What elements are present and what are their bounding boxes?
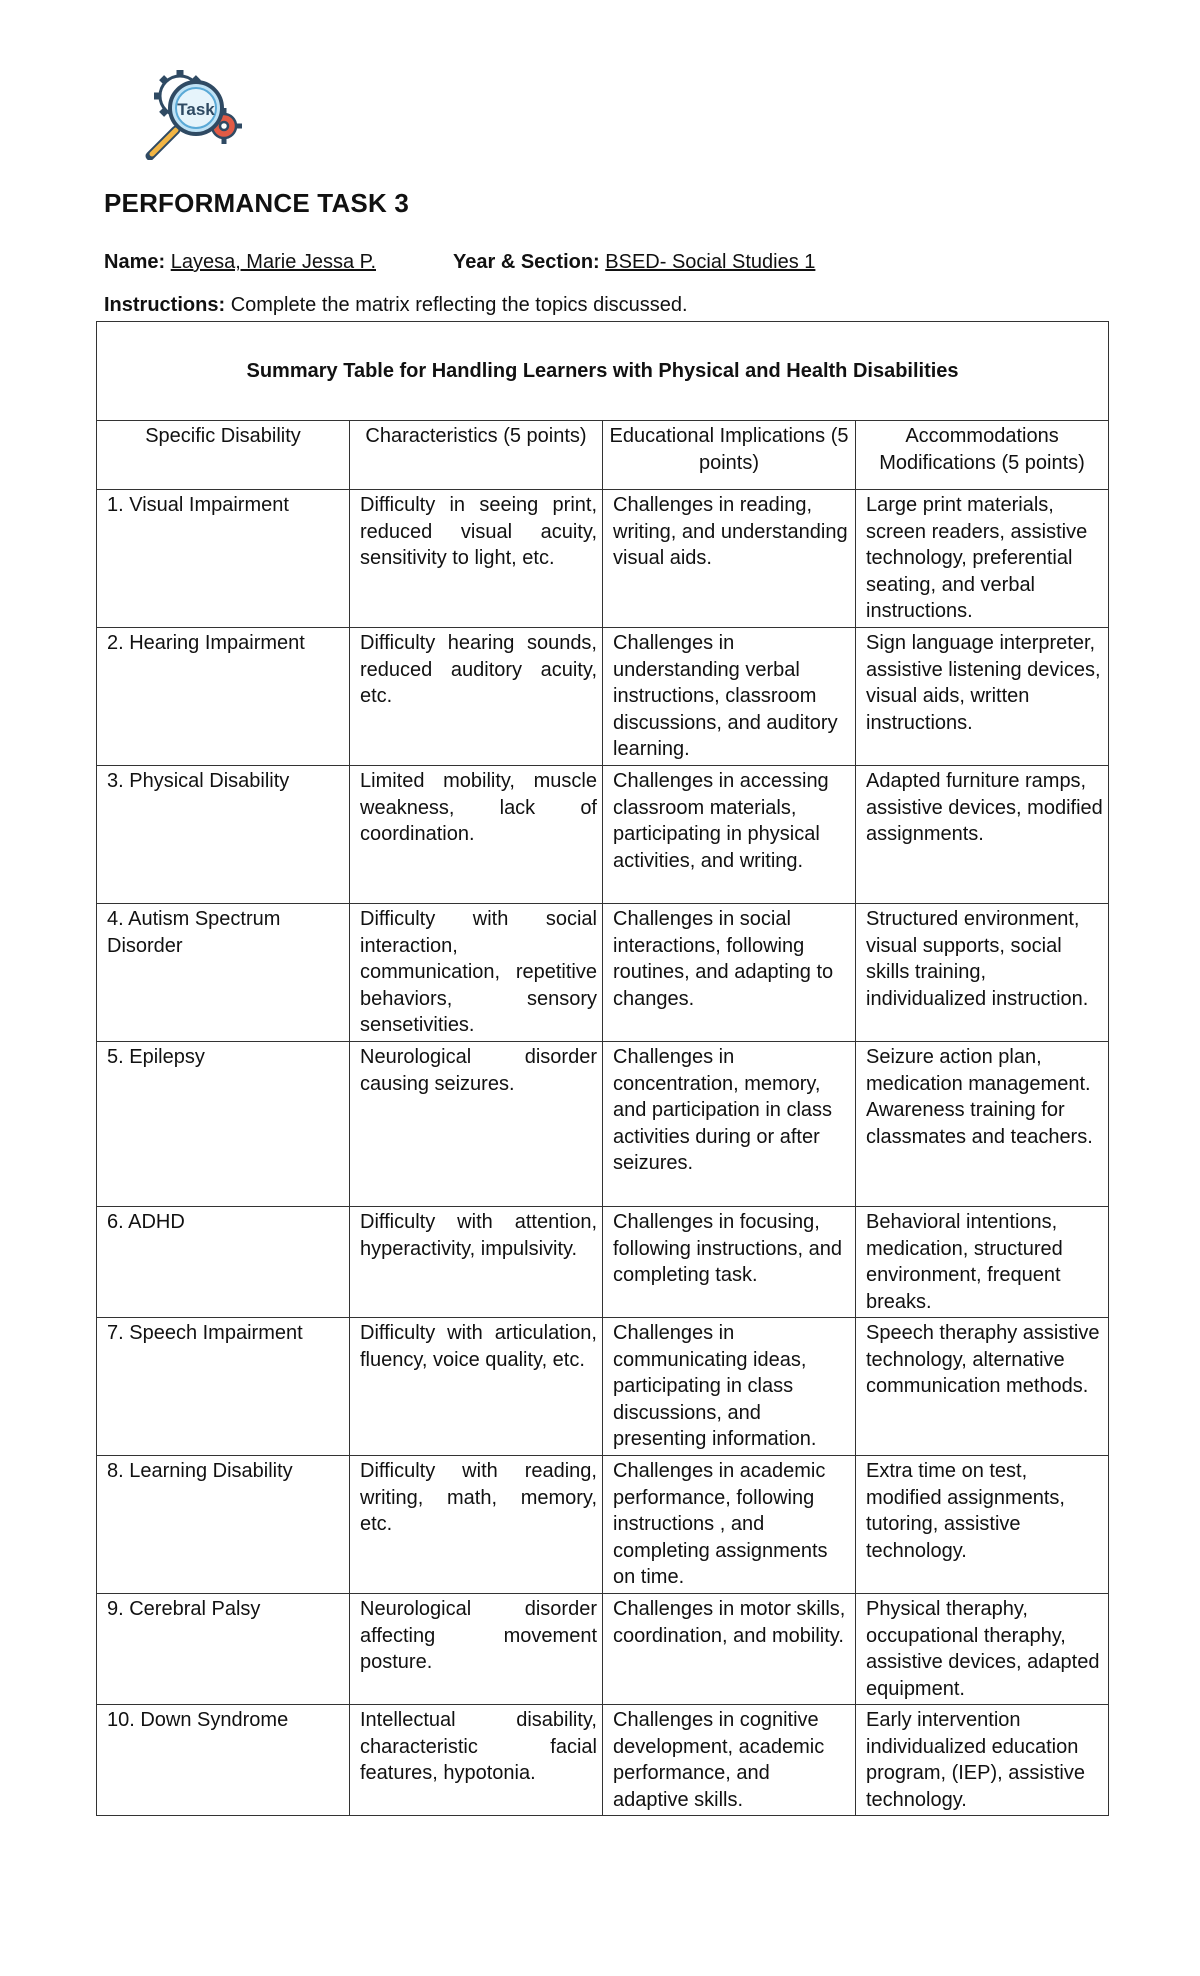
characteristics-cell: Neurological disorder causing seizures. (350, 1042, 603, 1207)
svg-text:Task: Task (177, 100, 215, 119)
table-row (97, 1042, 1109, 1207)
header-specific-disability: Specific Disability (97, 421, 350, 490)
summary-table (96, 321, 1109, 1816)
accommodations-cell: Extra time on test, modified assignments, tutoring, assistive technology. (856, 1456, 1109, 1594)
disability-cell: 4. Autism Spectrum Disorder (97, 904, 350, 1042)
section-value: BSED- Social Studies 1 (605, 251, 816, 273)
implications-cell: Challenges in cognitive development, academic performance, and adaptive skills. (603, 1705, 856, 1816)
table-row (97, 1207, 1109, 1318)
disability-cell: 2. Hearing Impairment (97, 628, 350, 766)
implications-cell: Challenges in communicating ideas, participating in class discussions, and presenting information. (603, 1318, 856, 1456)
accommodations-cell: Speech theraphy assistive technology, alternative communication methods. (856, 1318, 1109, 1456)
name-value: Layesa, Marie Jessa P. (170, 251, 376, 273)
implications-cell: Challenges in reading, writing, and understanding visual aids. (603, 490, 856, 628)
table-row (97, 1594, 1109, 1705)
table-row (97, 1318, 1109, 1456)
implications-cell: Challenges in concentration, memory, and participation in class activities during or after seizures. (603, 1042, 856, 1207)
table-row (97, 1456, 1109, 1594)
section-label: Year & Section: (453, 251, 600, 273)
task-magnifier-gears-icon (138, 64, 260, 160)
characteristics-cell: Limited mobility, muscle weakness, lack of coordination. (350, 766, 603, 904)
disability-cell: 1. Visual Impairment (97, 490, 350, 628)
implications-cell: Challenges in social interactions, following routines, and adapting to changes. (603, 904, 856, 1042)
implications-cell: Challenges in motor skills, coordination, and mobility. (603, 1594, 856, 1705)
characteristics-cell: Neurological disorder affecting movement posture. (350, 1594, 603, 1705)
characteristics-cell: Difficulty with articulation, fluency, voice quality, etc. (350, 1318, 603, 1456)
disability-cell: 3. Physical Disability (97, 766, 350, 904)
accommodations-cell: Seizure action plan, medication management. Awareness training for classmates and teachers. (856, 1042, 1109, 1207)
instructions (104, 294, 688, 317)
characteristics-cell: Intellectual disability, characteristic facial features, hypotonia. (350, 1705, 603, 1816)
name-label: Name: (104, 251, 166, 273)
implications-cell: Challenges in focusing, following instructions, and completing task. (603, 1207, 856, 1318)
table-row (97, 766, 1109, 904)
accommodations-cell: Adapted furniture ramps, assistive devices, modified assignments. (856, 766, 1109, 904)
task-logo (138, 64, 260, 160)
characteristics-cell: Difficulty with reading, writing, math, memory, etc. (350, 1456, 603, 1594)
characteristics-cell: Difficulty in seeing print, reduced visual acuity, sensitivity to light, etc. (350, 490, 603, 628)
implications-cell: Challenges in academic performance, following instructions , and completing assignments on time. (603, 1456, 856, 1594)
table-row (97, 490, 1109, 628)
instructions-label: Instructions: (104, 294, 226, 316)
disability-cell: 5. Epilepsy (97, 1042, 350, 1207)
implications-cell: Challenges in accessing classroom materials, participating in physical activities, and writing. (603, 766, 856, 904)
disability-cell: 8. Learning Disability (97, 1456, 350, 1594)
table-caption: Summary Table for Handling Learners with Physical and Health Disabilities (97, 322, 1109, 421)
header-educational-implications: Educational Implications (5 points) (603, 421, 856, 490)
header-accommodations: Accommodations Modifications (5 points) (856, 421, 1109, 490)
disability-cell: 6. ADHD (97, 1207, 350, 1318)
page-title: PERFORMANCE TASK 3 (104, 188, 410, 218)
disability-cell: 7. Speech Impairment (97, 1318, 350, 1456)
accommodations-cell: Early intervention individualized education program, (IEP), assistive technology. (856, 1705, 1109, 1816)
student-info (104, 251, 816, 274)
accommodations-cell: Structured environment, visual supports, social skills training, individualized instruction. (856, 904, 1109, 1042)
implications-cell: Challenges in understanding verbal instructions, classroom discussions, and auditory learning. (603, 628, 856, 766)
accommodations-cell: Physical theraphy, occupational theraphy, assistive devices, adapted equipment. (856, 1594, 1109, 1705)
section-group (453, 251, 815, 274)
table-row (97, 1705, 1109, 1816)
disability-cell: 9. Cerebral Palsy (97, 1594, 350, 1705)
characteristics-cell: Difficulty with social interaction, communication, repetitive behaviors, sensory sensetivities. (350, 904, 603, 1042)
disability-cell: 10. Down Syndrome (97, 1705, 350, 1816)
characteristics-cell: Difficulty with attention, hyperactivity, impulsivity. (350, 1207, 603, 1318)
table-row (97, 628, 1109, 766)
table-row (97, 904, 1109, 1042)
characteristics-cell: Difficulty hearing sounds, reduced auditory acuity, etc. (350, 628, 603, 766)
instructions-text: Complete the matrix reflecting the topics discussed. (230, 294, 688, 316)
accommodations-cell: Large print materials, screen readers, assistive technology, preferential seating, and verbal instructions. (856, 490, 1109, 628)
accommodations-cell: Behavioral intentions, medication, structured environment, frequent breaks. (856, 1207, 1109, 1318)
header-characteristics: Characteristics (5 points) (350, 421, 603, 490)
accommodations-cell: Sign language interpreter, assistive listening devices, visual aids, written instructions. (856, 628, 1109, 766)
